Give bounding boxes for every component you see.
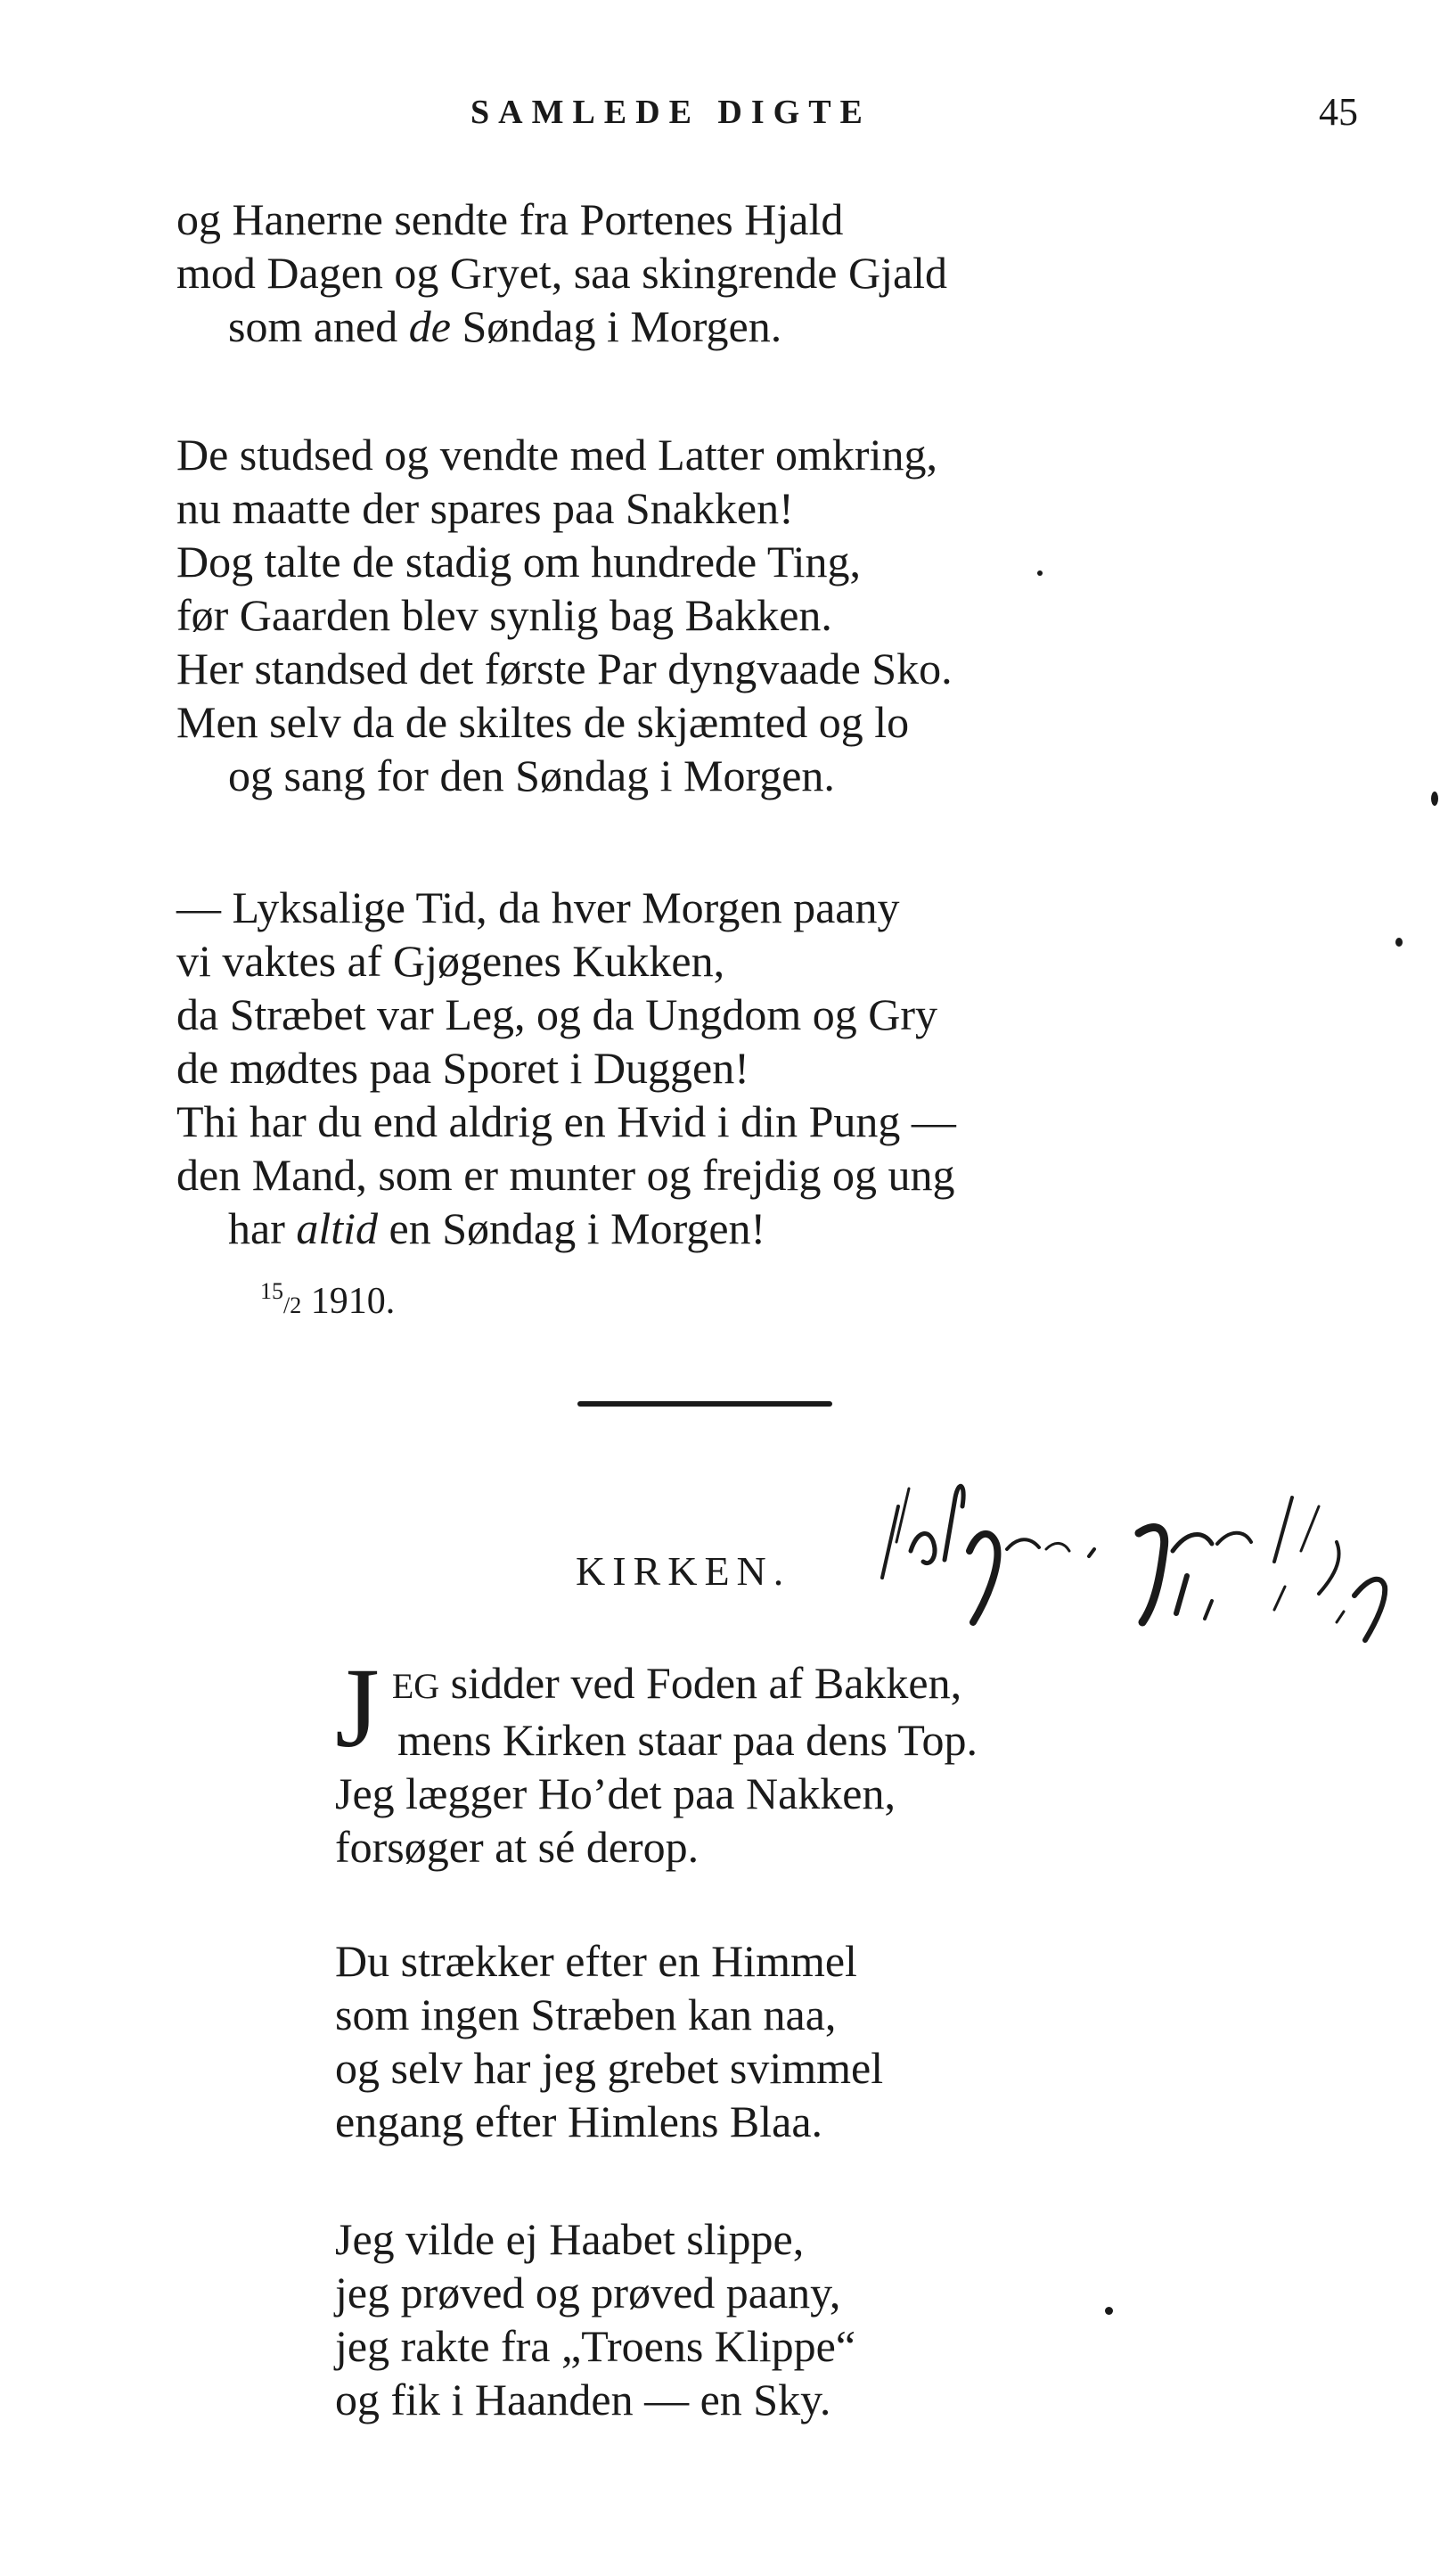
poem-date <box>260 1278 395 1323</box>
print-speck <box>1431 792 1438 806</box>
verse-line-refrain <box>176 1202 956 1255</box>
verse-line: mod Dagen og Gryet, saa skingrende Gjald <box>176 248 948 298</box>
verse-line: vi vaktes af Gjøgenes Kukken, <box>176 936 725 986</box>
verse-line: da Stræbet var Leg, og da Ungdom og Gry <box>176 989 938 1039</box>
verse-line: og selv har jeg grebet svimmel <box>335 2043 884 2093</box>
drop-capital: J <box>335 1645 380 1771</box>
verse-line: før Gaarden blev synlig bag Bakken. <box>176 590 832 640</box>
print-speck <box>1105 2307 1113 2315</box>
verse-line: engang efter Himlens Blaa. <box>335 2096 823 2146</box>
verse-line: Her standsed det første Par dyngvaade Sko. <box>176 644 953 693</box>
verse-line-refrain <box>176 299 947 353</box>
verse-line: De studsed og vendte med Latter omkring, <box>176 430 937 480</box>
poem1-stanza-3 <box>176 881 956 1255</box>
date-day: 15 <box>260 1278 283 1304</box>
verse-line: Jeg vilde ej Haabet slippe, <box>335 2214 805 2264</box>
verse-line: Men selv da de skiltes de skjæmted og lo <box>176 697 910 747</box>
date-year: 1910. <box>301 1281 396 1322</box>
verse-line: de mødtes paa Sporet i Duggen! <box>176 1043 749 1093</box>
verse-text: som aned <box>228 301 409 351</box>
poem-title: KIRKEN. <box>576 1548 791 1594</box>
verse-line: og fik i Haanden — en Sky. <box>335 2375 831 2424</box>
verse-line <box>335 1656 978 1713</box>
verse-line: Dog talte de stadig om hundrede Ting, <box>176 537 861 587</box>
date-month: 2 <box>290 1292 302 1318</box>
verse-line: jeg rakte fra „Troens Klippe“ <box>335 2321 856 2371</box>
date-slash: / <box>283 1292 290 1318</box>
verse-text: en Søndag i Morgen! <box>378 1203 766 1253</box>
verse-line: mens Kirken staar paa dens Top. <box>397 1715 978 1765</box>
verse-line: Du strækker efter en Himmel <box>335 1936 857 1986</box>
small-caps-word: EG <box>391 1666 440 1706</box>
verse-text: sidder ved Foden af Bakken, <box>439 1658 962 1708</box>
poem2-stanza-2 <box>335 1934 883 2148</box>
verse-line: og Hanerne sendte fra Portenes Hjald <box>176 194 844 244</box>
verse-line: Thi har du end aldrig en Hvid i din Pung — <box>176 1096 956 1146</box>
verse-text: har <box>228 1203 297 1253</box>
poem2-stanza-3 <box>335 2212 855 2426</box>
verse-line: forsøger at sé derop. <box>335 1822 700 1872</box>
running-title: SAMLEDE DIGTE <box>470 94 871 131</box>
verse-emphasis: de <box>408 301 451 351</box>
verse-line: den Mand, som er munter og frejdig og ung <box>176 1150 955 1200</box>
print-speck <box>1037 570 1043 576</box>
verse-line: — Lyksalige Tid, da hver Morgen paany <box>176 882 900 932</box>
poem2-stanza-1 <box>335 1645 978 1874</box>
verse-emphasis: altid <box>296 1203 379 1253</box>
poem1-stanza-2 <box>176 428 953 802</box>
poem1-stanza-1 <box>176 193 947 353</box>
verse-line: nu maatte der spares paa Snakken! <box>176 483 794 533</box>
verse-text: Søndag i Morgen. <box>450 301 782 351</box>
verse-line-refrain: og sang for den Søndag i Morgen. <box>228 751 835 800</box>
page-number: 45 <box>1319 90 1358 134</box>
print-speck <box>1395 938 1403 947</box>
verse-line: jeg prøved og prøved paany, <box>335 2268 841 2318</box>
section-divider <box>577 1401 832 1407</box>
handwritten-note-icon <box>855 1444 1426 1658</box>
verse-line: som ingen Stræben kan naa, <box>335 1989 837 2039</box>
verse-line: Jeg lægger Ho’det paa Nakken, <box>335 1768 896 1818</box>
